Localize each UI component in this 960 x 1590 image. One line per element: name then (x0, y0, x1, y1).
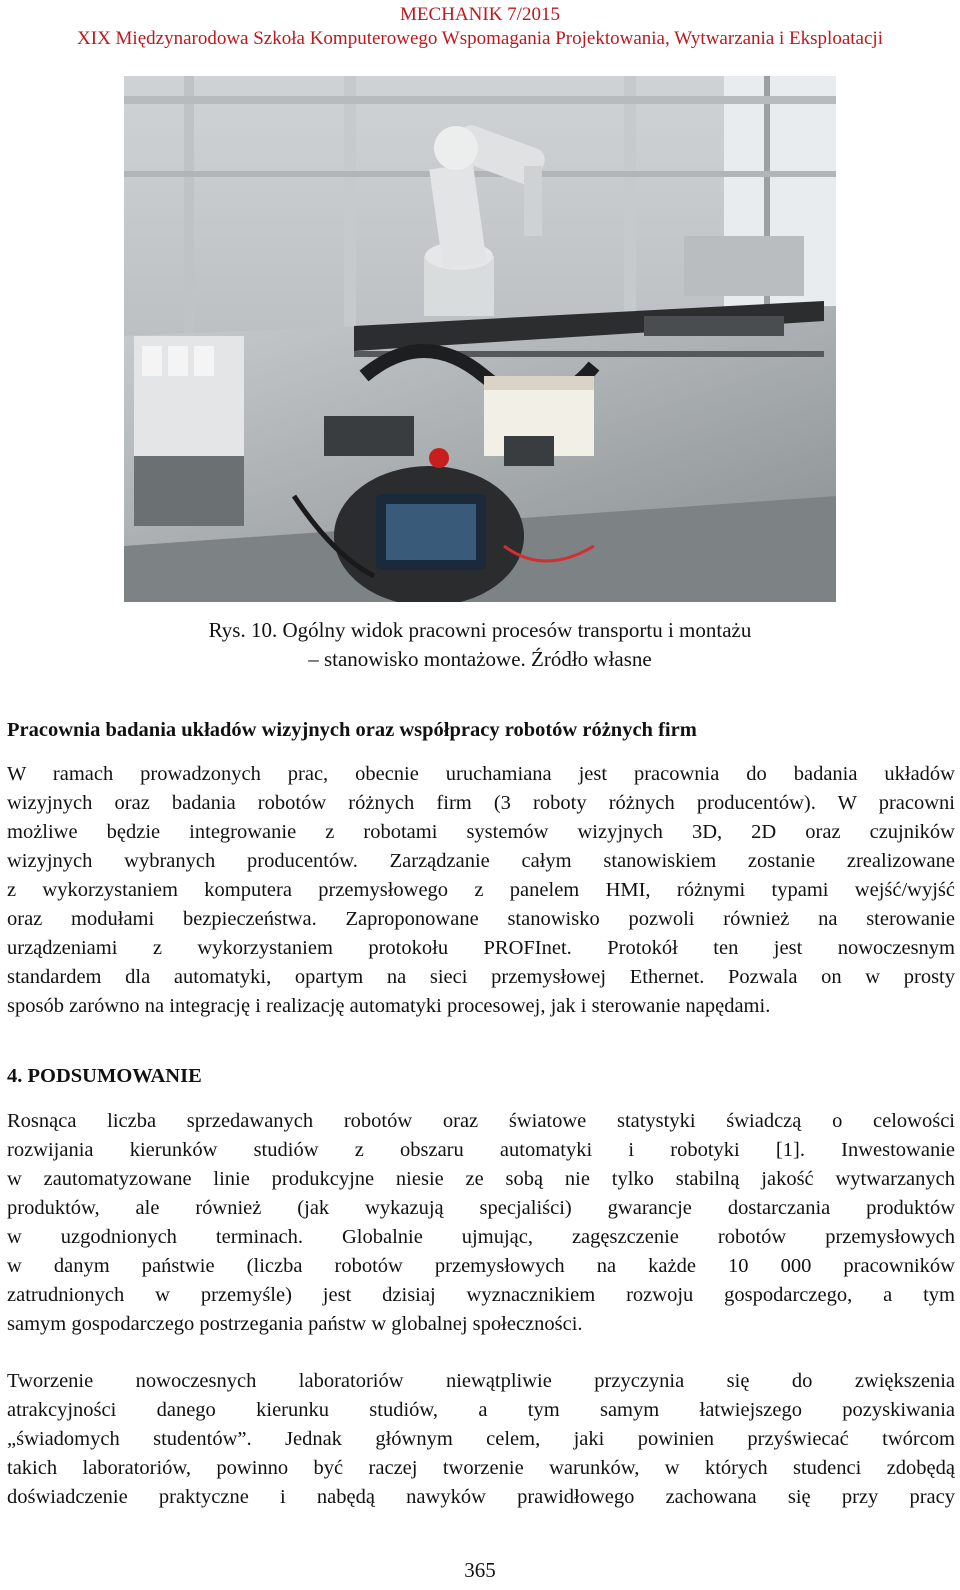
figure-caption-line-2: – stanowisko montażowe. Źródło własne (308, 647, 652, 671)
text-line: atrakcyjności danego kierunku studiów, a tym samym łatwiejszego pozyskiwania (7, 1399, 955, 1421)
text-line: zatrudnionych w przemyśle) jest dzisiaj wyznacznikiem rozwoju gospodarczego, a tym (7, 1284, 955, 1306)
page-number: 365 (464, 1558, 496, 1582)
text-line: w danym państwie (liczba robotów przemysłowych na każde 10 000 pracowników (7, 1255, 955, 1277)
text-line: w uzgodnionych terminach. Globalnie ujmując, zagęszczenie robotów przemysłowych (7, 1226, 955, 1248)
text-line: wizyjnych wybranych producentów. Zarządzanie całym stanowiskiem zostanie zrealizowane (7, 850, 955, 872)
text-line: Rosnąca liczba sprzedawanych robotów oraz światowe statystyki świadczą o celowości (7, 1110, 955, 1132)
text-line: wizyjnych oraz badania robotów różnych firm (3 roboty różnych producentów). W pracowni (7, 792, 955, 814)
text-line: takich laboratoriów, powinno być raczej tworzenie warunków, w których studenci zdobędą (7, 1457, 955, 1479)
figure-caption-line-1: Rys. 10. Ogólny widok pracowni procesów transportu i montażu (208, 618, 752, 642)
text-line: sposób zarówno na integrację i realizację automatyki procesowej, jak i sterowanie napędami. (7, 995, 771, 1017)
paragraph-vision-lab (7, 760, 955, 1021)
lab-photograph (124, 76, 836, 602)
text-line: oraz modułami bezpieczeństwa. Zaproponowane stanowisko pozwoli również na sterowanie (7, 908, 955, 930)
text-line: możliwe będzie integrowanie z robotami systemów wizyjnych 3D, 2D oraz czujników (7, 821, 955, 843)
text-line: w zautomatyzowane linie produkcyjne niesie ze sobą nie tylko stabilną jakość wytwarzanych (7, 1168, 955, 1190)
text-line: W ramach prowadzonych prac, obecnie uruchamiana jest pracownia do badania układów (7, 763, 955, 785)
text-line: rozwijania kierunków studiów z obszaru automatyki i robotyki [1]. Inwestowanie (7, 1139, 955, 1161)
text-line: doświadczenie praktyczne i nabędą nawyków prawidłowego zachowana się przy pracy (7, 1486, 955, 1508)
paragraph-summary-1 (7, 1107, 955, 1339)
section-heading-summary: 4. PODSUMOWANIE (7, 1065, 202, 1087)
text-line: samym gospodarczego postrzegania państw w globalnej społeczności. (7, 1313, 583, 1335)
text-line: Tworzenie nowoczesnych laboratoriów niewątpliwie przyczynia się do zwiększenia (7, 1370, 955, 1392)
paragraph-summary-2 (7, 1367, 955, 1512)
text-line: z wykorzystaniem komputera przemysłowego z panelem HMI, różnymi typami wejść/wyjść (7, 879, 955, 901)
text-line: urządzeniami z wykorzystaniem protokołu PROFInet. Protokół ten jest nowoczesnym (7, 937, 955, 959)
text-line: „świadomych studentów”. Jednak głównym celem, jaki powinien przyświecać twórcom (7, 1428, 955, 1450)
conference-header: XIX Międzynarodowa Szkoła Komputerowego Wspomagania Projektowania, Wytwarzania i Eksploatacji (77, 28, 883, 49)
journal-header: MECHANIK 7/2015 (400, 4, 560, 25)
text-line: produktów, ale również (jak wykazują specjaliści) gwarancje dostarczania produktów (7, 1197, 955, 1219)
section-heading-vision-lab: Pracownia badania układów wizyjnych oraz współpracy robotów różnych firm (7, 719, 697, 741)
text-line: standardem dla automatyki, opartym na sieci przemysłowej Ethernet. Pozwala on w prosty (7, 966, 955, 988)
